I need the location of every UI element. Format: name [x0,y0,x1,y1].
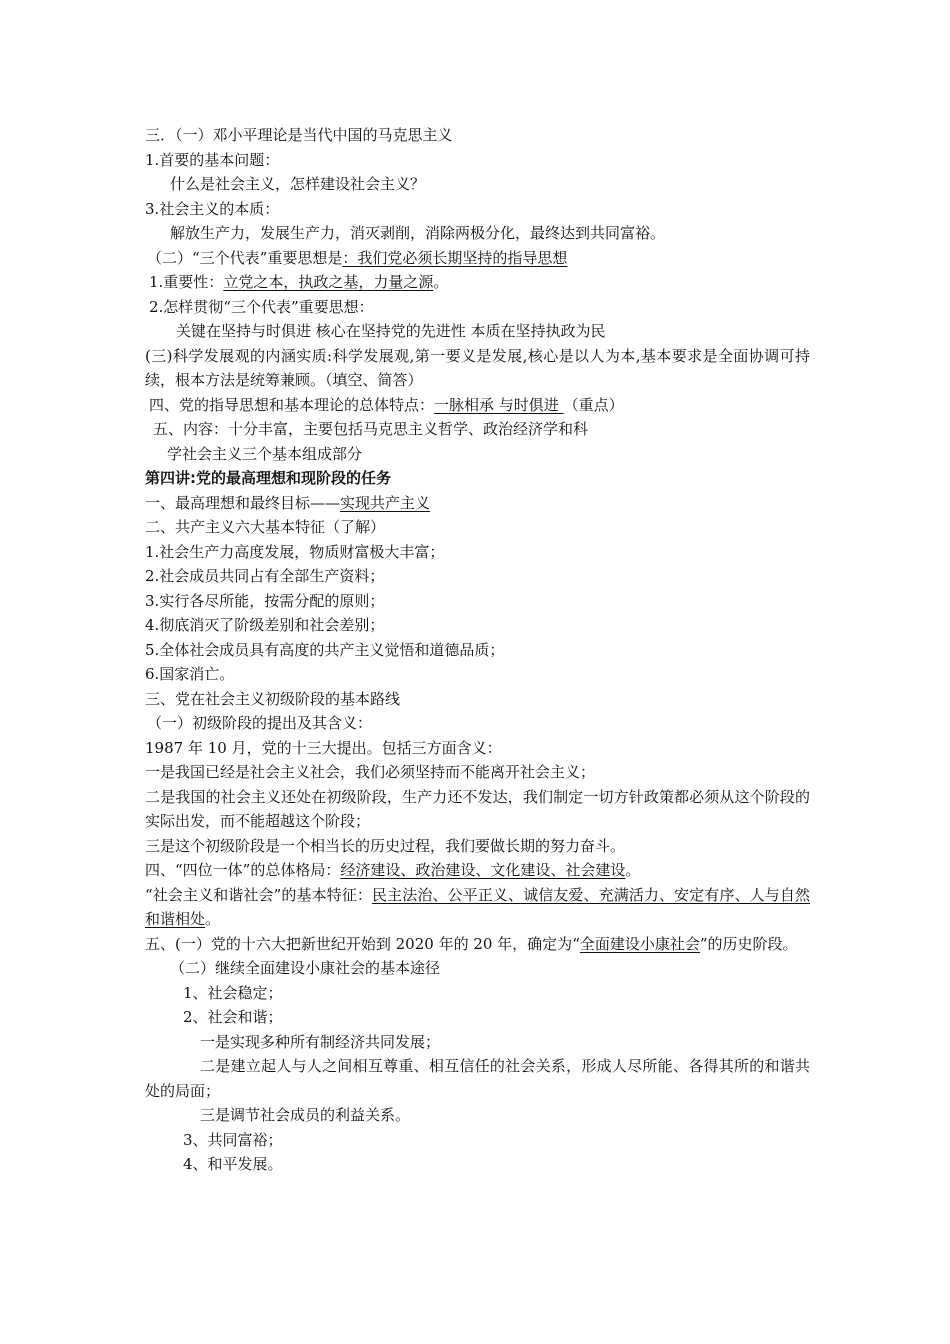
list-item: 1.社会生产力高度发展，物质财富极大丰富； [145,542,445,561]
paragraph: 1987 年 10 月，党的十三大提出。包括三方面含义： [145,738,502,757]
text-span: 。 [205,910,221,928]
paragraph: 3.社会主义的本质： [145,199,280,218]
paragraph: 二、共产主义六大基本特征（了解） [145,518,386,536]
text-span: 1.重要性： [149,273,224,291]
underlined-text: 全面建设小康社会 [579,934,700,953]
list-item: 2、社会和谐； [183,1008,283,1026]
underlined-text: 经济建设、政治建设、文化建设、社会建设 [340,861,626,879]
text-span: （重点） [563,395,624,414]
paragraph: 1.首要的基本问题： [145,150,280,169]
list-item: 3.实行各尽所能，按需分配的原则； [145,591,385,610]
document-body [145,123,810,1177]
text-span: 一、最高理想和最终目标—— [145,493,341,512]
paragraph: 五、内容：十分丰富，主要包括马克思主义哲学、政治经济学和科 [153,420,589,438]
paragraph [145,883,810,932]
list-item: 4.彻底消灭了阶级差别和社会差别； [145,616,385,634]
list-item: 三是调节社会成员的利益关系。 [200,1106,411,1124]
text-span: （二）“三个代表”重要思想是 [147,248,343,267]
paragraph [145,932,810,957]
paragraph: 什么是社会主义，怎样建设社会主义？ [170,175,426,193]
paragraph: 三、党在社会主义初级阶段的基本路线 [145,689,401,708]
paragraph [145,246,810,271]
text-span: 。 [625,861,641,879]
text-span: ”的历史阶段。 [699,934,798,953]
list-item: 4、和平发展。 [183,1155,283,1173]
text-span: 四、“四位一体”的总体格局： [145,861,341,879]
paragraph: （二）继续全面建设小康社会的基本途径 [170,959,441,977]
list-item: 6.国家消亡。 [145,665,235,683]
text-span: 五、(一）党的十六大把新世纪开始到 2020 年的 20 年，确定为“ [145,934,580,953]
list-item: 3、共同富裕； [183,1130,283,1149]
underlined-text: ：我们党必须长期坚持的指导思想 [342,248,568,267]
paragraph: 三是这个初级阶段是一个相当长的历史过程，我们要做长期的努力奋斗。 [145,836,626,855]
section-heading: 三．（一）邓小平理论是当代中国的马克思主义 [145,126,453,144]
paragraph: 关键在坚持与时俱进 核心在坚持党的先进性 本质在坚持执政为民 [176,322,606,340]
paragraph [145,270,810,295]
paragraph: 一是我国已经是社会主义社会，我们必须坚持而不能离开社会主义； [145,763,596,781]
text-span: 四、党的指导思想和基本理论的总体特点： [149,395,435,414]
underlined-text: 民主法治、公平正义、诚信友爱、充满活力、安定有序、人与自然和谐相处 [145,885,810,928]
text-span: 。 [433,273,449,291]
list-item: 2.社会成员共同占有全部生产资料； [145,567,385,585]
paragraph: (三)科学发展观的内涵实质:科学发展观,第一要义是发展,核心是以人为本,基本要求是全面协调可持续，根本方法是统筹兼顾。（填空、简答） [145,346,810,389]
underlined-text: 一脉相承 与时俱进 [434,395,564,414]
paragraph: 二是我国的社会主义还处在初级阶段，生产力还不发达，我们制定一切方针政策都必须从这个阶段的实际出发，而不能超越这个阶段； [145,787,810,830]
lecture-heading: 第四讲:党的最高理想和现阶段的任务 [145,469,392,487]
list-item: 1、社会稳定； [183,983,283,1002]
paragraph: 2.怎样贯彻“三个代表”重要思想： [149,297,374,316]
paragraph [145,491,810,516]
list-item: 5.全体社会成员具有高度的共产主义觉悟和道德品质； [145,640,505,659]
list-item: 一是实现多种所有制经济共同发展； [200,1032,441,1051]
underlined-text: 立党之本，执政之基，力量之源 [223,273,434,291]
paragraph: 学社会主义三个基本组成部分 [167,444,363,463]
paragraph: （一）初级阶段的提出及其含义： [147,714,373,732]
underlined-text: 实现共产主义 [340,493,431,512]
paragraph [145,858,810,883]
paragraph [145,393,810,418]
paragraph: 解放生产力，发展生产力，消灭剥削，消除两极分化，最终达到共同富裕。 [170,224,666,242]
list-item: 二是建立起人与人之间相互尊重、相互信任的社会关系，形成人尽所能、各得其所的和谐共处的局面； [145,1057,810,1100]
text-span: “社会主义和谐社会”的基本特征： [145,885,373,904]
